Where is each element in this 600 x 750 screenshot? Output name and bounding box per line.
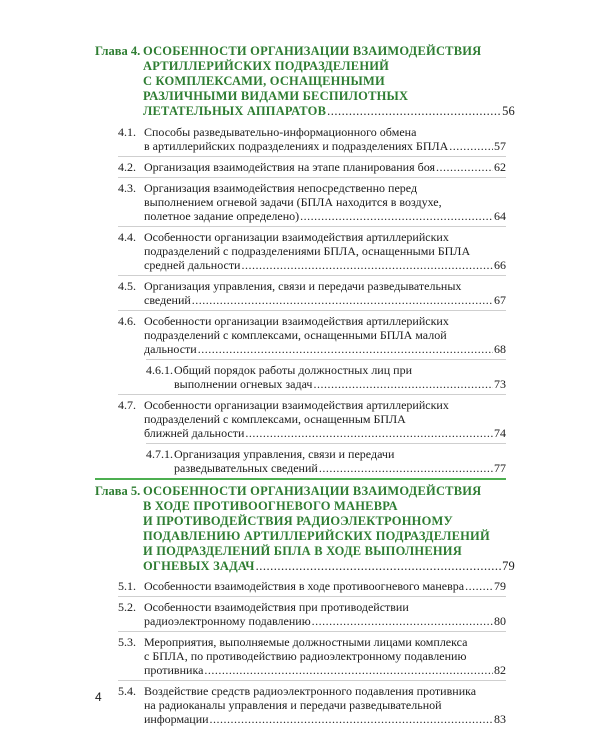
- entry-line: на радиоканалы управления и передачи разведывательной: [144, 698, 442, 712]
- entry-line: ближней дальности: [144, 426, 245, 440]
- dot-leader: [449, 139, 493, 153]
- entry-number: 4.6.: [118, 314, 136, 328]
- entry-line: разведывательных сведений: [174, 461, 318, 475]
- entry-line: средней дальности: [144, 258, 241, 272]
- chapter-label: Глава 4.: [95, 44, 141, 58]
- divider: [146, 443, 506, 444]
- dot-leader: [210, 712, 493, 726]
- dot-leader: [300, 209, 493, 223]
- page-ref: 66: [494, 258, 506, 272]
- dot-leader: [319, 461, 493, 475]
- page-ref: 77: [494, 461, 506, 475]
- divider: [118, 310, 506, 311]
- dot-leader: [241, 258, 493, 272]
- page-ref: 62: [494, 160, 506, 174]
- entry-line: Способы разведывательно-информационного обмена: [144, 125, 417, 139]
- chapter-title-line: И ПОДРАЗДЕЛЕНИЙ БПЛА В ХОДЕ ВЫПОЛНЕНИЯ: [143, 544, 462, 558]
- entry-line: в артиллерийских подразделениях и подразделениях БПЛА: [144, 139, 449, 153]
- entry-line: Организация управления, связи и передачи разведывательных: [144, 279, 462, 293]
- chapter-title-line: ОГНЕВЫХ ЗАДАЧ: [143, 559, 255, 573]
- page-ref: 73: [494, 377, 506, 391]
- entry-line: Организация взаимодействия на этапе планирования боя: [144, 160, 435, 174]
- entry-line: дальности: [144, 342, 197, 356]
- entry-number: 4.3.: [118, 181, 136, 195]
- entry-line: подразделений с комплексами, оснащенным БПЛА: [144, 412, 406, 426]
- entry-line: подразделений с комплексами, оснащенными БПЛА малой: [144, 328, 447, 342]
- entry-line: Особенности взаимодействия при противодействии: [144, 600, 409, 614]
- dot-leader: [198, 342, 493, 356]
- dot-leader: [327, 104, 501, 119]
- page-ref: 64: [494, 209, 506, 223]
- page-ref: 57: [494, 139, 506, 153]
- entry-line: Особенности организации взаимодействия артиллерийских: [144, 398, 449, 412]
- chapter-divider: [95, 478, 506, 480]
- chapter-title-line: РАЗЛИЧНЫМИ ВИДАМИ БЕСПИЛОТНЫХ: [143, 89, 409, 103]
- entry-line: Особенности взаимодействия в ходе противоогневого маневра: [144, 579, 465, 593]
- divider: [118, 680, 506, 681]
- dot-leader: [312, 614, 493, 628]
- page-ref: 80: [494, 614, 506, 628]
- entry-line: Воздействие средств радиоэлектронного подавления противника: [144, 684, 477, 698]
- entry-number: 5.3.: [118, 635, 136, 649]
- entry-line: Особенности организации взаимодействия артиллерийских: [144, 314, 449, 328]
- entry-number: 5.2.: [118, 600, 136, 614]
- page-ref: 74: [494, 426, 506, 440]
- entry-number: 5.1.: [118, 579, 136, 593]
- chapter-title-line: В ХОДЕ ПРОТИВООГНЕВОГО МАНЕВРА: [143, 499, 398, 513]
- entry-line: Общий порядок работы должностных лиц при: [174, 363, 412, 377]
- dot-leader: [436, 160, 493, 174]
- chapter-title-line: ПОДАВЛЕНИЮ АРТИЛЛЕРИЙСКИХ ПОДРАЗДЕЛЕНИЙ: [143, 529, 490, 543]
- page-ref: 82: [494, 663, 506, 677]
- chapter-title-line: ОСОБЕННОСТИ ОРГАНИЗАЦИИ ВЗАИМОДЕЙСТВИЯ: [143, 484, 482, 498]
- entry-line: Организация управления, связи и передачи: [174, 447, 395, 461]
- dot-leader: [204, 663, 493, 677]
- entry-line: противника: [144, 663, 204, 677]
- chapter-title[interactable]: [143, 44, 515, 119]
- entry-line: подразделений с подразделениями БПЛА, оснащенными БПЛА: [144, 244, 471, 258]
- page-ref: 83: [494, 712, 506, 726]
- page-number: 4: [95, 690, 102, 704]
- chapter-title-line: АРТИЛЛЕРИЙСКИХ ПОДРАЗДЕЛЕНИЙ: [143, 59, 390, 73]
- divider: [118, 177, 506, 178]
- chapter-title-line: С КОМПЛЕКСАМИ, ОСНАЩЕННЫМИ: [143, 74, 385, 88]
- chapter-title-line: И ПРОТИВОДЕЙСТВИЯ РАДИОЭЛЕКТРОННОМУ: [143, 514, 453, 528]
- entry-number: 4.1.: [118, 125, 136, 139]
- entry-number: 5.4.: [118, 684, 136, 698]
- chapter-title-line: ЛЕТАТЕЛЬНЫХ АППАРАТОВ: [143, 104, 327, 118]
- entry-number: 4.7.1.: [146, 447, 173, 461]
- entry-line: с БПЛА, по противодействию радиоэлектронному подавлению: [144, 649, 467, 663]
- divider: [118, 631, 506, 632]
- entry-line: радиоэлектронному подавлению: [144, 614, 311, 628]
- page-ref: 56: [502, 104, 515, 118]
- divider: [118, 156, 506, 157]
- divider: [146, 359, 506, 360]
- page-ref: 79: [494, 579, 506, 593]
- entry-line: полетное задание определено): [144, 209, 300, 223]
- dot-leader: [465, 579, 493, 593]
- entry-line: Особенности организации взаимодействия артиллерийских: [144, 230, 449, 244]
- entry-number: 4.6.1.: [146, 363, 173, 377]
- entry-line: Мероприятия, выполняемые должностными лицами комплекса: [144, 635, 468, 649]
- entry-line: информации: [144, 712, 209, 726]
- divider: [118, 226, 506, 227]
- dot-leader: [245, 426, 493, 440]
- chapter-title-line: ОСОБЕННОСТИ ОРГАНИЗАЦИИ ВЗАИМОДЕЙСТВИЯ: [143, 44, 482, 58]
- entry-line: выполнением огневой задачи (БПЛА находится в воздухе,: [144, 195, 442, 209]
- divider: [118, 275, 506, 276]
- divider: [118, 394, 506, 395]
- chapter-title[interactable]: [143, 484, 515, 574]
- entry-line: сведений: [144, 293, 191, 307]
- entry-line: Организация взаимодействия непосредственно перед: [144, 181, 418, 195]
- chapter-label: Глава 5.: [95, 484, 141, 498]
- dot-leader: [256, 559, 501, 574]
- page-ref: 79: [502, 559, 515, 573]
- page-ref: 67: [494, 293, 506, 307]
- dot-leader: [192, 293, 493, 307]
- entry-number: 4.4.: [118, 230, 136, 244]
- entry-line: выполнении огневых задач: [174, 377, 313, 391]
- dot-leader: [313, 377, 493, 391]
- divider: [118, 596, 506, 597]
- entry-number: 4.5.: [118, 279, 136, 293]
- page-ref: 68: [494, 342, 506, 356]
- entry-number: 4.7.: [118, 398, 136, 412]
- entry-number: 4.2.: [118, 160, 136, 174]
